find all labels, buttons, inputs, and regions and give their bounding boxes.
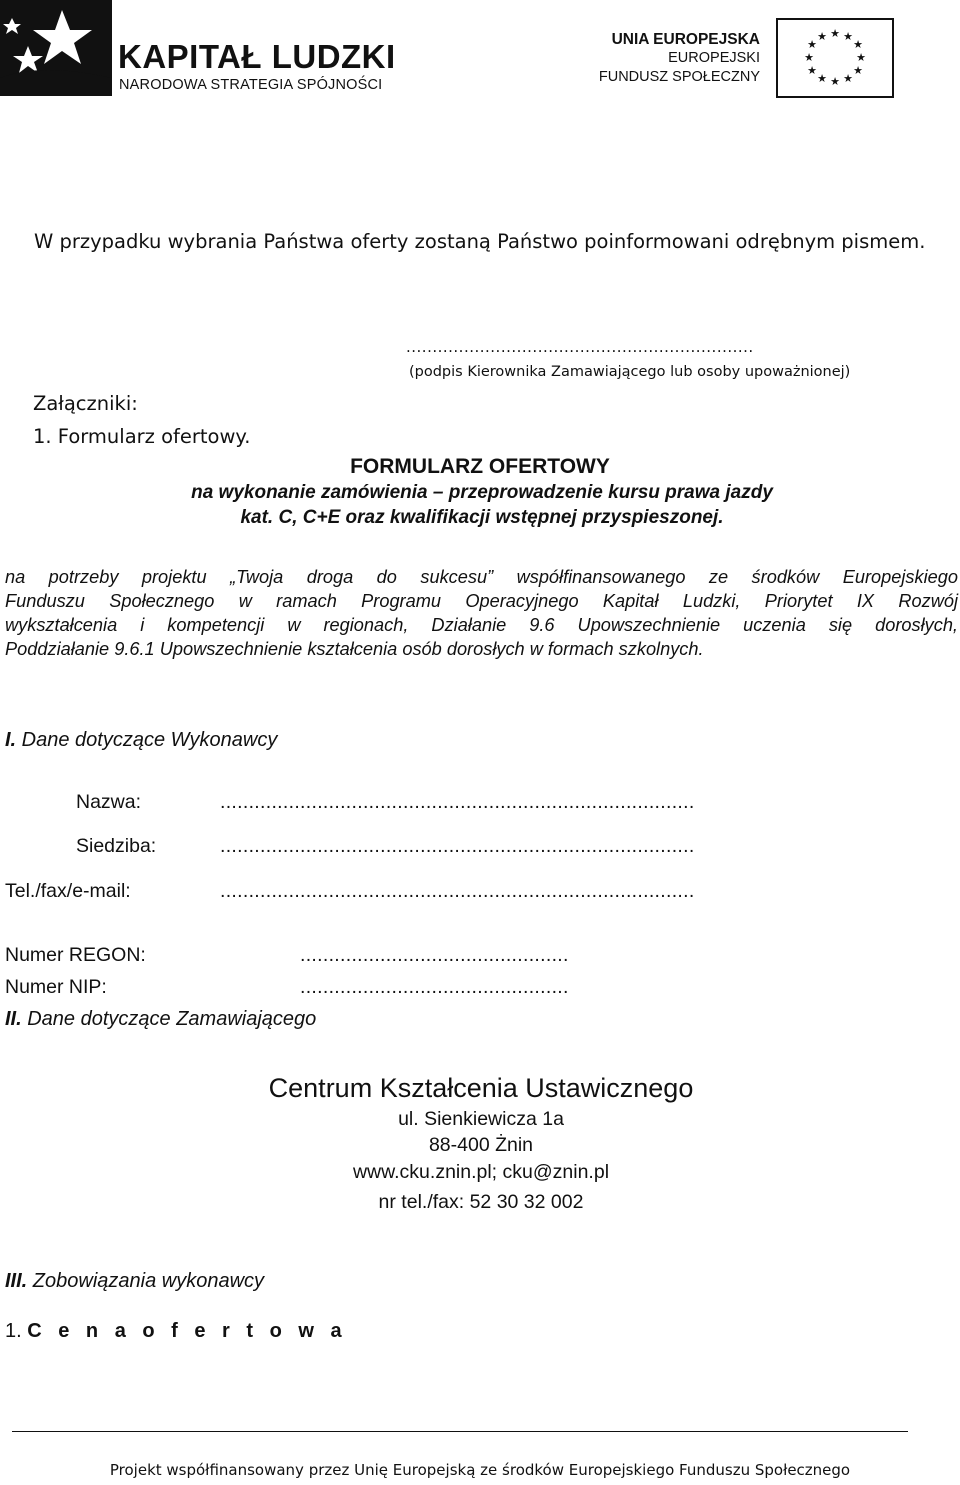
notice-text: W przypadku wybrania Państwa oferty zostaną Państwo poinformowani odrębnym pismem. xyxy=(34,230,926,253)
siedziba-label: Siedziba: xyxy=(76,835,157,857)
signature-line: .................................................................. xyxy=(406,338,754,356)
contracting-authority-city: 88-400 Żnin xyxy=(428,1134,534,1156)
section-1-number: I. xyxy=(5,729,17,751)
eu-line-1: UNIA EUROPEJSKA xyxy=(611,31,760,48)
paragraph-line: Funduszu Społecznego w ramach Programu Operacyjnego Kapitał Ludzki, Priorytet IX Rozwój xyxy=(5,591,958,611)
logo-subtitle: NARODOWA STRATEGIA SPÓJNOŚCI xyxy=(119,77,383,93)
svg-text:★: ★ xyxy=(843,72,853,85)
svg-text:★: ★ xyxy=(817,30,827,43)
tel-label: Tel./fax/e-mail: xyxy=(5,880,131,902)
logo-title: KAPITAŁ LUDZKI xyxy=(118,38,396,75)
section-3-heading xyxy=(5,1270,264,1293)
siedziba-field[interactable]: ................................................................................... xyxy=(220,835,695,857)
nip-field[interactable]: ............................................... xyxy=(300,976,569,998)
form-subtitle-2: kat. C, C+E oraz kwalifikacji wstępnej przyspieszonej. xyxy=(240,507,724,528)
contracting-authority-web-email: www.cku.znin.pl; cku@znin.pl xyxy=(352,1161,610,1183)
svg-text:★: ★ xyxy=(853,64,863,77)
section-2-number: II. xyxy=(5,1008,22,1030)
form-subtitle-1: na wykonanie zamówienia – przeprowadzenie kursu prawa jazdy xyxy=(191,482,773,503)
tel-field[interactable]: ................................................................................... xyxy=(220,880,695,902)
svg-text:★: ★ xyxy=(830,27,840,40)
signature-caption: (podpis Kierownika Zamawiającego lub osoby upoważnionej) xyxy=(409,364,851,380)
paragraph-line: na potrzeby projektu „Twoja droga do sukcesu” współfinansowanego ze środków Europejskiego xyxy=(5,567,958,587)
price-label: C e n a o f e r t o w a xyxy=(27,1320,348,1342)
nazwa-label: Nazwa: xyxy=(76,791,142,813)
section-2-title: Dane dotyczące Zamawiającego xyxy=(21,1008,317,1030)
section-1-heading xyxy=(5,729,277,752)
eu-logo-text xyxy=(599,30,760,87)
stars-logo-icon xyxy=(0,0,112,96)
svg-text:★: ★ xyxy=(856,51,866,64)
contracting-authority-phone: nr tel./fax: 52 30 32 002 xyxy=(378,1191,584,1213)
nazwa-field[interactable]: ................................................................................... xyxy=(220,791,695,813)
svg-text:★: ★ xyxy=(817,72,827,85)
svg-text:★: ★ xyxy=(843,30,853,43)
contracting-authority-name: Centrum Kształcenia Ustawicznego xyxy=(268,1073,694,1103)
paragraph-line: Poddziałanie 9.6.1 Upowszechnienie kształcenia osób dorosłych w formach szkolnych. xyxy=(5,639,704,659)
attachments-label: Załączniki: xyxy=(33,392,138,415)
eu-line-2: EUROPEJSKI xyxy=(668,50,760,66)
nip-label: Numer NIP: xyxy=(5,976,107,998)
section-2-heading xyxy=(5,1008,316,1031)
section-3-number: III. xyxy=(5,1270,28,1292)
svg-text:★: ★ xyxy=(807,38,817,51)
section-1-title: Dane dotyczące Wykonawcy xyxy=(16,729,278,751)
paragraph-line: wykształcenia i kompetencji w regionach, Działanie 9.6 Upowszechnienie uczenia się dorosłych, xyxy=(5,615,958,635)
footer-divider xyxy=(12,1431,908,1432)
svg-text:★: ★ xyxy=(804,51,814,64)
svg-text:★: ★ xyxy=(830,75,840,88)
price-number: 1. xyxy=(5,1320,28,1342)
svg-text:★: ★ xyxy=(807,64,817,77)
project-paragraph xyxy=(5,565,958,661)
section-3-title: Zobowiązania wykonawcy xyxy=(27,1270,265,1292)
price-heading xyxy=(5,1320,347,1343)
svg-text:★: ★ xyxy=(853,38,863,51)
attachment-item: 1. Formularz ofertowy. xyxy=(33,425,251,448)
footer-text: Projekt współfinansowany przez Unię Europejską ze środków Europejskiego Funduszu Społecznego xyxy=(109,1461,851,1479)
form-title: FORMULARZ OFERTOWY xyxy=(350,455,610,478)
eu-flag-icon xyxy=(776,18,894,98)
regon-field[interactable]: ............................................... xyxy=(300,944,569,966)
eu-line-3: FUNDUSZ SPOŁECZNY xyxy=(598,69,760,85)
regon-label: Numer REGON: xyxy=(5,944,146,966)
contracting-authority-street: ul. Sienkiewicza 1a xyxy=(398,1108,564,1130)
